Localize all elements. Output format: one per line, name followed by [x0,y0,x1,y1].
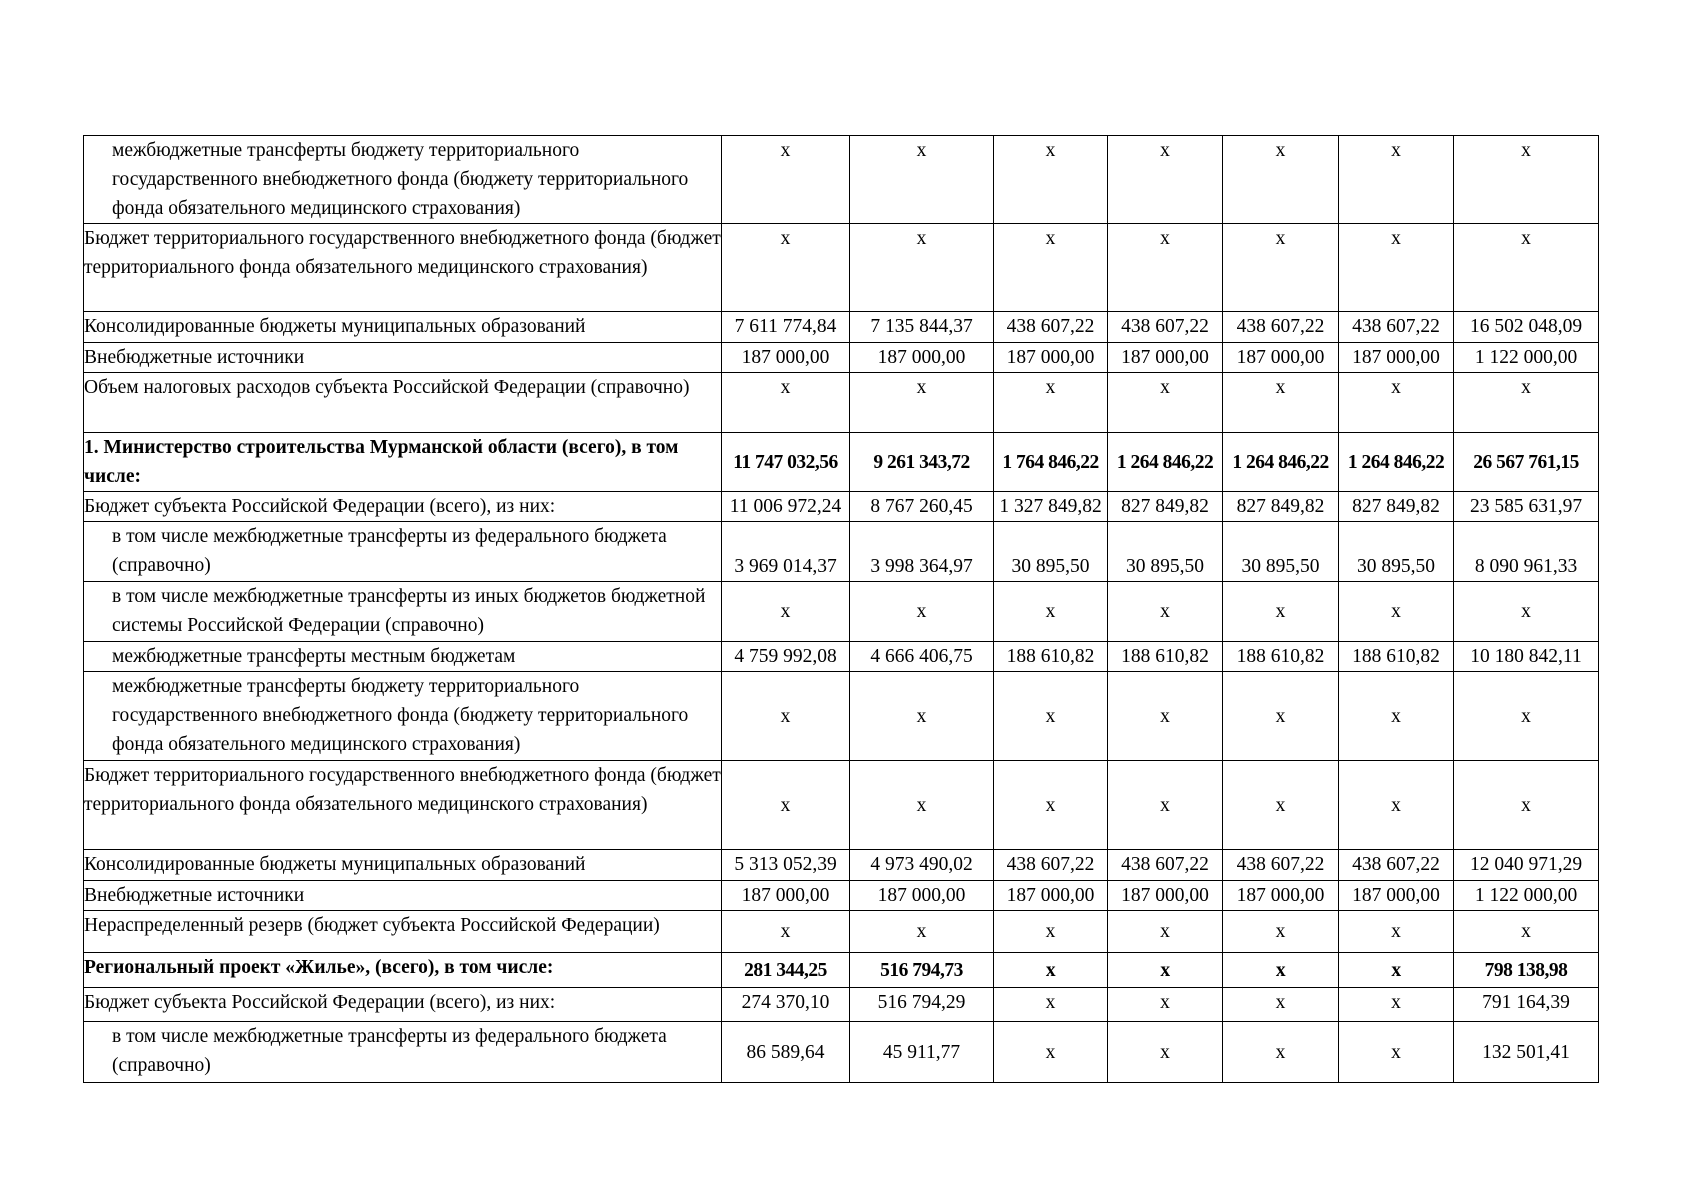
value-cell: 187 000,00 [850,881,994,911]
row-label: Нераспределенный резерв (бюджет субъекта Российской Федерации) [84,911,722,953]
value-cell: 12 040 971,29 [1454,850,1599,881]
row-label: Региональный проект «Жилье», (всего), в том числе: [84,953,722,988]
value-cell: 188 610,82 [994,642,1108,672]
value-cell: x [1108,136,1223,224]
table-row [84,988,1599,1022]
table-row [84,953,1599,988]
value-cell: 1 264 846,22 [1339,433,1454,492]
value-cell: 516 794,73 [850,953,994,988]
value-cell: 187 000,00 [1108,343,1223,373]
budget-table [83,135,1599,1083]
value-cell: 8 090 961,33 [1454,522,1599,582]
value-cell: 3 998 364,97 [850,522,994,582]
value-cell: 30 895,50 [1223,522,1339,582]
value-cell: 86 589,64 [722,1022,850,1083]
row-label: Бюджет субъекта Российской Федерации (всего), из них: [84,988,722,1022]
value-cell: x [1108,953,1223,988]
value-cell: 1 764 846,22 [994,433,1108,492]
value-cell: 4 973 490,02 [850,850,994,881]
value-cell: x [1339,1022,1454,1083]
value-cell: x [1339,136,1454,224]
value-cell: x [994,761,1108,850]
value-cell: 132 501,41 [1454,1022,1599,1083]
value-cell: 187 000,00 [850,343,994,373]
value-cell: 187 000,00 [1108,881,1223,911]
value-cell: 11 747 032,56 [722,433,850,492]
value-cell: 1 122 000,00 [1454,343,1599,373]
value-cell: 11 006 972,24 [722,492,850,522]
value-cell: 187 000,00 [994,881,1108,911]
table-row [84,761,1599,850]
value-cell: x [1108,1022,1223,1083]
value-cell: x [1223,761,1339,850]
value-cell: x [994,953,1108,988]
value-cell: 281 344,25 [722,953,850,988]
row-label: межбюджетные трансферты бюджету территориального государственного внебюджетного фонда (бюджету территориального фонда обязательного медицинского страхования) [84,136,722,224]
value-cell: 4 759 992,08 [722,642,850,672]
value-cell: 45 911,77 [850,1022,994,1083]
value-cell: x [1339,761,1454,850]
value-cell: x [1223,1022,1339,1083]
value-cell: x [1108,672,1223,761]
value-cell: x [994,136,1108,224]
row-label: в том числе межбюджетные трансферты из федерального бюджета (справочно) [84,1022,722,1083]
value-cell: 187 000,00 [722,343,850,373]
value-cell: x [1454,224,1599,312]
value-cell: 16 502 048,09 [1454,312,1599,343]
table-row [84,312,1599,343]
value-cell: x [722,672,850,761]
value-cell: x [1454,911,1599,953]
value-cell: x [722,224,850,312]
value-cell: 9 261 343,72 [850,433,994,492]
table-row [84,911,1599,953]
table-row [84,492,1599,522]
value-cell: x [1108,761,1223,850]
value-cell: x [850,761,994,850]
value-cell: 187 000,00 [722,881,850,911]
table-row [84,642,1599,672]
value-cell: 1 122 000,00 [1454,881,1599,911]
value-cell: x [1454,582,1599,642]
value-cell: x [1223,582,1339,642]
row-label: Внебюджетные источники [84,343,722,373]
value-cell: x [1223,911,1339,953]
value-cell: x [994,988,1108,1022]
table-row [84,672,1599,761]
value-cell: 7 611 774,84 [722,312,850,343]
value-cell: 30 895,50 [1339,522,1454,582]
value-cell: x [1223,373,1339,433]
value-cell: 438 607,22 [1339,312,1454,343]
value-cell: 438 607,22 [994,850,1108,881]
value-cell: x [1454,136,1599,224]
value-cell: x [1339,672,1454,761]
value-cell: 827 849,82 [1223,492,1339,522]
value-cell: 188 610,82 [1339,642,1454,672]
value-cell: 438 607,22 [1223,312,1339,343]
value-cell: 438 607,22 [1108,850,1223,881]
value-cell: 187 000,00 [994,343,1108,373]
value-cell: x [994,1022,1108,1083]
value-cell: 4 666 406,75 [850,642,994,672]
value-cell: x [1339,224,1454,312]
value-cell: x [1454,373,1599,433]
value-cell: 438 607,22 [1108,312,1223,343]
value-cell: 26 567 761,15 [1454,433,1599,492]
value-cell: x [1108,988,1223,1022]
value-cell: x [1223,224,1339,312]
value-cell: x [1223,136,1339,224]
value-cell: x [994,582,1108,642]
value-cell: x [1223,672,1339,761]
row-label: Консолидированные бюджеты муниципальных образований [84,312,722,343]
value-cell: x [850,136,994,224]
value-cell: 516 794,29 [850,988,994,1022]
value-cell: 30 895,50 [1108,522,1223,582]
value-cell: 30 895,50 [994,522,1108,582]
value-cell: 3 969 014,37 [722,522,850,582]
value-cell: x [850,911,994,953]
value-cell: x [1108,582,1223,642]
table-row [84,136,1599,224]
value-cell: x [850,582,994,642]
value-cell: 798 138,98 [1454,953,1599,988]
value-cell: 187 000,00 [1339,881,1454,911]
value-cell: x [1223,953,1339,988]
value-cell: x [722,136,850,224]
value-cell: 10 180 842,11 [1454,642,1599,672]
value-cell: 827 849,82 [1108,492,1223,522]
row-label: Бюджет субъекта Российской Федерации (всего), из них: [84,492,722,522]
value-cell: 1 327 849,82 [994,492,1108,522]
value-cell: 1 264 846,22 [1223,433,1339,492]
table-row [84,881,1599,911]
table-row [84,373,1599,433]
value-cell: x [1339,953,1454,988]
row-label: в том числе межбюджетные трансферты из федерального бюджета (справочно) [84,522,722,582]
value-cell: x [1108,373,1223,433]
row-label: в том числе межбюджетные трансферты из иных бюджетов бюджетной системы Российской Федерации (справочно) [84,582,722,642]
value-cell: x [1339,373,1454,433]
row-label: Консолидированные бюджеты муниципальных образований [84,850,722,881]
value-cell: 438 607,22 [1223,850,1339,881]
value-cell: x [722,911,850,953]
value-cell: 23 585 631,97 [1454,492,1599,522]
value-cell: 187 000,00 [1339,343,1454,373]
table-row [84,850,1599,881]
table-row [84,343,1599,373]
table-row [84,433,1599,492]
value-cell: x [722,373,850,433]
value-cell: 1 264 846,22 [1108,433,1223,492]
row-label: межбюджетные трансферты бюджету территориального государственного внебюджетного фонда (бюджету территориального фонда обязательного медицинского страхования) [84,672,722,761]
value-cell: 791 164,39 [1454,988,1599,1022]
value-cell: 274 370,10 [722,988,850,1022]
value-cell: 827 849,82 [1339,492,1454,522]
value-cell: 7 135 844,37 [850,312,994,343]
value-cell: x [1339,988,1454,1022]
value-cell: 5 313 052,39 [722,850,850,881]
row-label: межбюджетные трансферты местным бюджетам [84,642,722,672]
value-cell: x [1454,761,1599,850]
value-cell: x [850,672,994,761]
value-cell: 188 610,82 [1108,642,1223,672]
value-cell: 187 000,00 [1223,881,1339,911]
value-cell: x [1223,988,1339,1022]
row-label: Внебюджетные источники [84,881,722,911]
table-row [84,522,1599,582]
value-cell: x [722,582,850,642]
value-cell: x [994,911,1108,953]
value-cell: x [850,224,994,312]
value-cell: x [1454,672,1599,761]
row-label: Бюджет территориального государственного внебюджетного фонда (бюджет территориального фонда обязательного медицинского страхования) [84,224,722,312]
row-label: Бюджет территориального государственного внебюджетного фонда (бюджет территориального фонда обязательного медицинского страхования) [84,761,722,850]
table-row [84,582,1599,642]
table-row [84,224,1599,312]
value-cell: 8 767 260,45 [850,492,994,522]
value-cell: x [1339,911,1454,953]
value-cell: x [722,761,850,850]
row-label: Объем налоговых расходов субъекта Российской Федерации (справочно) [84,373,722,433]
value-cell: x [994,672,1108,761]
value-cell: x [1339,582,1454,642]
row-label: 1. Министерство строительства Мурманской области (всего), в том числе: [84,433,722,492]
value-cell: x [994,224,1108,312]
value-cell: 438 607,22 [994,312,1108,343]
value-cell: x [850,373,994,433]
value-cell: x [1108,911,1223,953]
value-cell: 438 607,22 [1339,850,1454,881]
table-row [84,1022,1599,1083]
value-cell: 188 610,82 [1223,642,1339,672]
value-cell: x [1108,224,1223,312]
value-cell: x [994,373,1108,433]
value-cell: 187 000,00 [1223,343,1339,373]
